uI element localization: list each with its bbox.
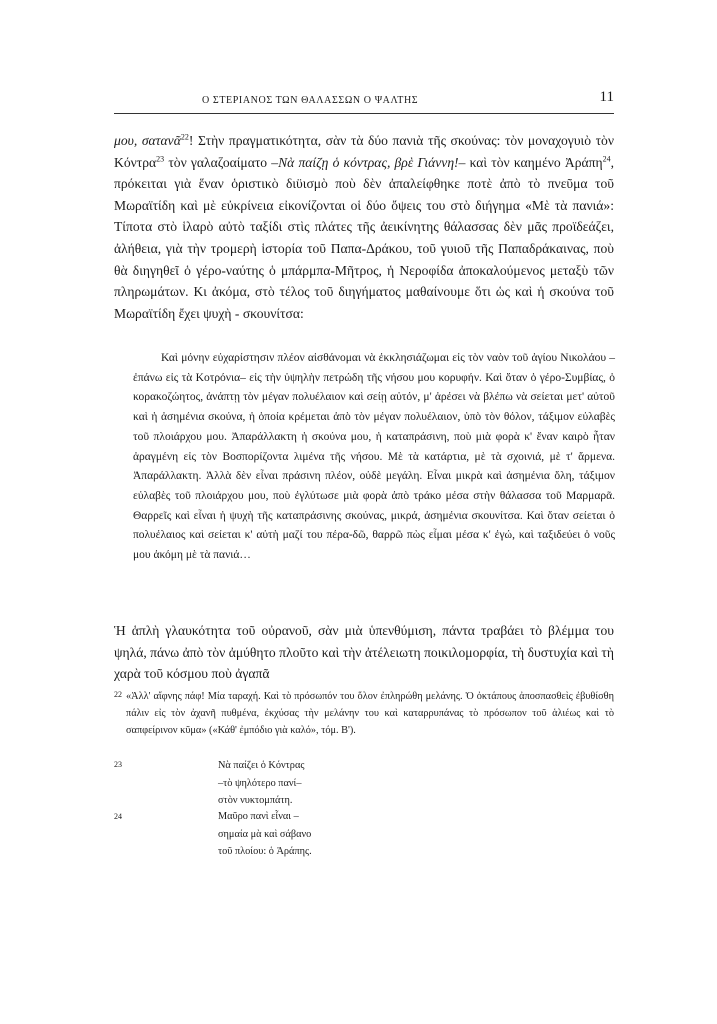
footnote-23-poem: [218, 757, 518, 810]
text-span: τὸν γαλαζοαίματο –: [164, 154, 279, 170]
paragraph-2: Ἡ ἁπλὴ γλαυκότητα τοῦ οὐρανοῦ, σὰν μιὰ ὑπενθύμιση, πάντα τραβάει τὸ βλέμμα του ψηλά, πάνω ἀπὸ τὸν ἀμύθητο πλοῦτο καὶ τὴν ἀτέλειωτη ποικιλομορφία, τὴ δυστυχία καὶ τὴ χαρὰ τοῦ κόσμου ποὺ ἀγαπᾶ: [114, 623, 614, 682]
header-rule: [114, 113, 614, 114]
body-text: [114, 130, 614, 324]
italic-phrase: μου, σατανᾶ: [114, 133, 181, 148]
poem-line: –τὸ ψηλότερο πανί–: [218, 777, 302, 789]
block-quote: [133, 349, 615, 566]
footnote-ref-24[interactable]: 24: [602, 154, 611, 164]
text-span: – καὶ τὸν καημένο Ἀράπη: [458, 154, 603, 170]
poem-line: σημαία μὰ καὶ σάβανο: [218, 828, 312, 840]
footnote-number-24: 24: [114, 812, 122, 821]
footnote-ref-23[interactable]: 23: [156, 154, 165, 164]
footnote-number-22: 22: [114, 690, 122, 699]
footnote-ref-22[interactable]: 22: [180, 132, 189, 142]
running-header: [112, 89, 614, 113]
page-number: 11: [599, 89, 614, 105]
text-span: ! Στὴν πραγματικότητα, σὰν τὰ δύο πανιὰ τῆς σκούνας: τὸν μοναχογυιὸ τὸν Κόντρα: [114, 133, 614, 170]
body-text-continued: [114, 620, 614, 685]
italic-phrase: Νὰ παίζῃ ὁ κόντρας, βρὲ Γιάννη!: [278, 154, 459, 170]
footnote-22: «Ἀλλ' αἴφνης πάφ! Μία ταραχή. Καὶ τὸ πρόσωπόν του ὅλον ἐπληρώθη μελάνης. Ὁ ὀκτάπους ἀποσπασθεὶς ἐβυθίσθη πάλιν εἰς τὸν ἀχανῆ πυθμένα, ἐκχύσας τὴν μελάνην του καὶ καταρρυπάνας τὸ πρόσωπον τοῦ ἁλιέως καὶ τὸ σαπφείρινον κῦμα» («Κάθ' ἐμπόδιο γιὰ καλό», τόμ. Β').: [126, 691, 614, 736]
poem-line: τοῦ πλοίου: ὁ Ἀράπης.: [218, 846, 312, 857]
poem-line: στὸν νυκτομπάτη.: [218, 795, 293, 806]
footnote-24-poem: [218, 808, 518, 861]
footnote-number-23: 23: [114, 760, 122, 769]
quote-paragraph: Καὶ μόνην εὐχαρίστησιν πλέον αἰσθάνομαι νὰ ἐκκλησιάζωμαι εἰς τὸν ναὸν τοῦ ἁγίου Νικολάου –ἐπάνω εἰς τὰ Κοτρόνια– εἰς τὴν ὑψηλὴν πετρώδη τῆς νήσου μου κορυφήν. Καὶ ὅταν ὁ γέρο-Συμβίας, ὁ κορακοζώητος, ἀνάπτῃ τὸν μέγαν πολυέλαιον καὶ σείῃ αὐτόν, μ' ἀρέσει νὰ βλέπω νὰ σείεται μετ' αὐτοῦ καὶ ἡ ἀσημένια σκούνα, ἡ ὁποία κρέμεται ἀπὸ τὸν μέγαν πολυέλαιον, ὑπὸ τὸν θόλον, τάξιμον εὐλαβὲς τοῦ πλοιάρχου μου. Ἀπαράλλακτη ἡ σκούνα μου, ἡ καταπράσινη, ποὺ μιὰ φορὰ κ' ἕναν καιρὸ ἦταν ἀραγμένη εἰς τὸν Βοσπορίζοντα λιμένα τῆς νήσου. Μὲ τὰ κατάρτια, μὲ τὰ σχοινιά, μὲ τ' ἄρμενα. Ἀπαράλλακτη. Ἀλλὰ δὲν εἶναι πράσινη πλέον, οὐδὲ μεγάλη. Εἶναι μικρὰ καὶ ἀσημένια ὅλη, τάξιμον εὐλαβὲς τοῦ πλοιάρχου μου, ποὺ ἐγλύτωσε μιὰ φορὰ ἀπὸ τράκο μέσα στὴν θάλασσα τοῦ Μαρμαρᾶ. Θαρρεῖς καὶ εἶναι ἡ ψυχὴ τῆς καταπράσινης σκούνας, μικρά, ἀσημένια σκουνίτσα. Καὶ ὅταν σείεται ὁ πολυέλαιος καὶ σείεται κ' αὐτὴ μαζί του πέρα-δῶ, θαρρῶ πὼς εἶμαι μέσα κ' ἐγώ, καὶ ταξιδεύει ὁ νοῦς μου ἀκόμη μὲ τὰ πανιά…: [133, 352, 615, 562]
poem-line: Μαῦρο πανὶ εἶναι –: [218, 811, 299, 822]
paragraph-1: [114, 130, 614, 324]
poem-line: Νὰ παίζει ὁ Κόντρας: [218, 760, 305, 771]
text-span: , πρόκειται γιὰ ἕναν ὁριστικὸ διϋισμὸ ποὺ δὲν ἀπαλείφθηκε ποτὲ ἀπὸ τὸ πνεῦμα τοῦ Μωραϊτίδη καὶ μὲ εὐκρίνεια εἰκονίζονται οἱ δύο ὄψεις του στὸ διήγημα «Μὲ τὰ πανιά»: Τίποτα στὸ ἱλαρὸ αὐτὸ ταξίδι στὶς πλάτες τῆς ἀεικίνητης θάλασσας δὲν μᾶς προϊδεάζει, ἀλήθεια, γιὰ τὴν τρομερὴ ἱστορία τοῦ Παπα-Δράκου, τοῦ γυιοῦ τῆς Παπαδράκαινας, ποὺ θὰ διηγηθεῖ ὁ γέρο-ναύτης ὁ μπάρμπα-Μῆτρος, ἡ Νεροφίδα ἀποκαλούμενος μεταξὺ τῶν πληρωμάτων. Κι ἀκόμα, στὸ τέλος τοῦ διηγήματος μαθαίνουμε ὅτι ὡς καὶ ἡ σκούνα τοῦ Μωραϊτίδη ἔχει ψυχὴ - σκουνίτσα:: [114, 154, 614, 321]
running-title: Ο ΣΤΕΡΙΑΝΟΣ ΤΩΝ ΘΑΛΑΣΣΩΝ Ο ΨΑΛΤΗΣ: [202, 95, 419, 106]
